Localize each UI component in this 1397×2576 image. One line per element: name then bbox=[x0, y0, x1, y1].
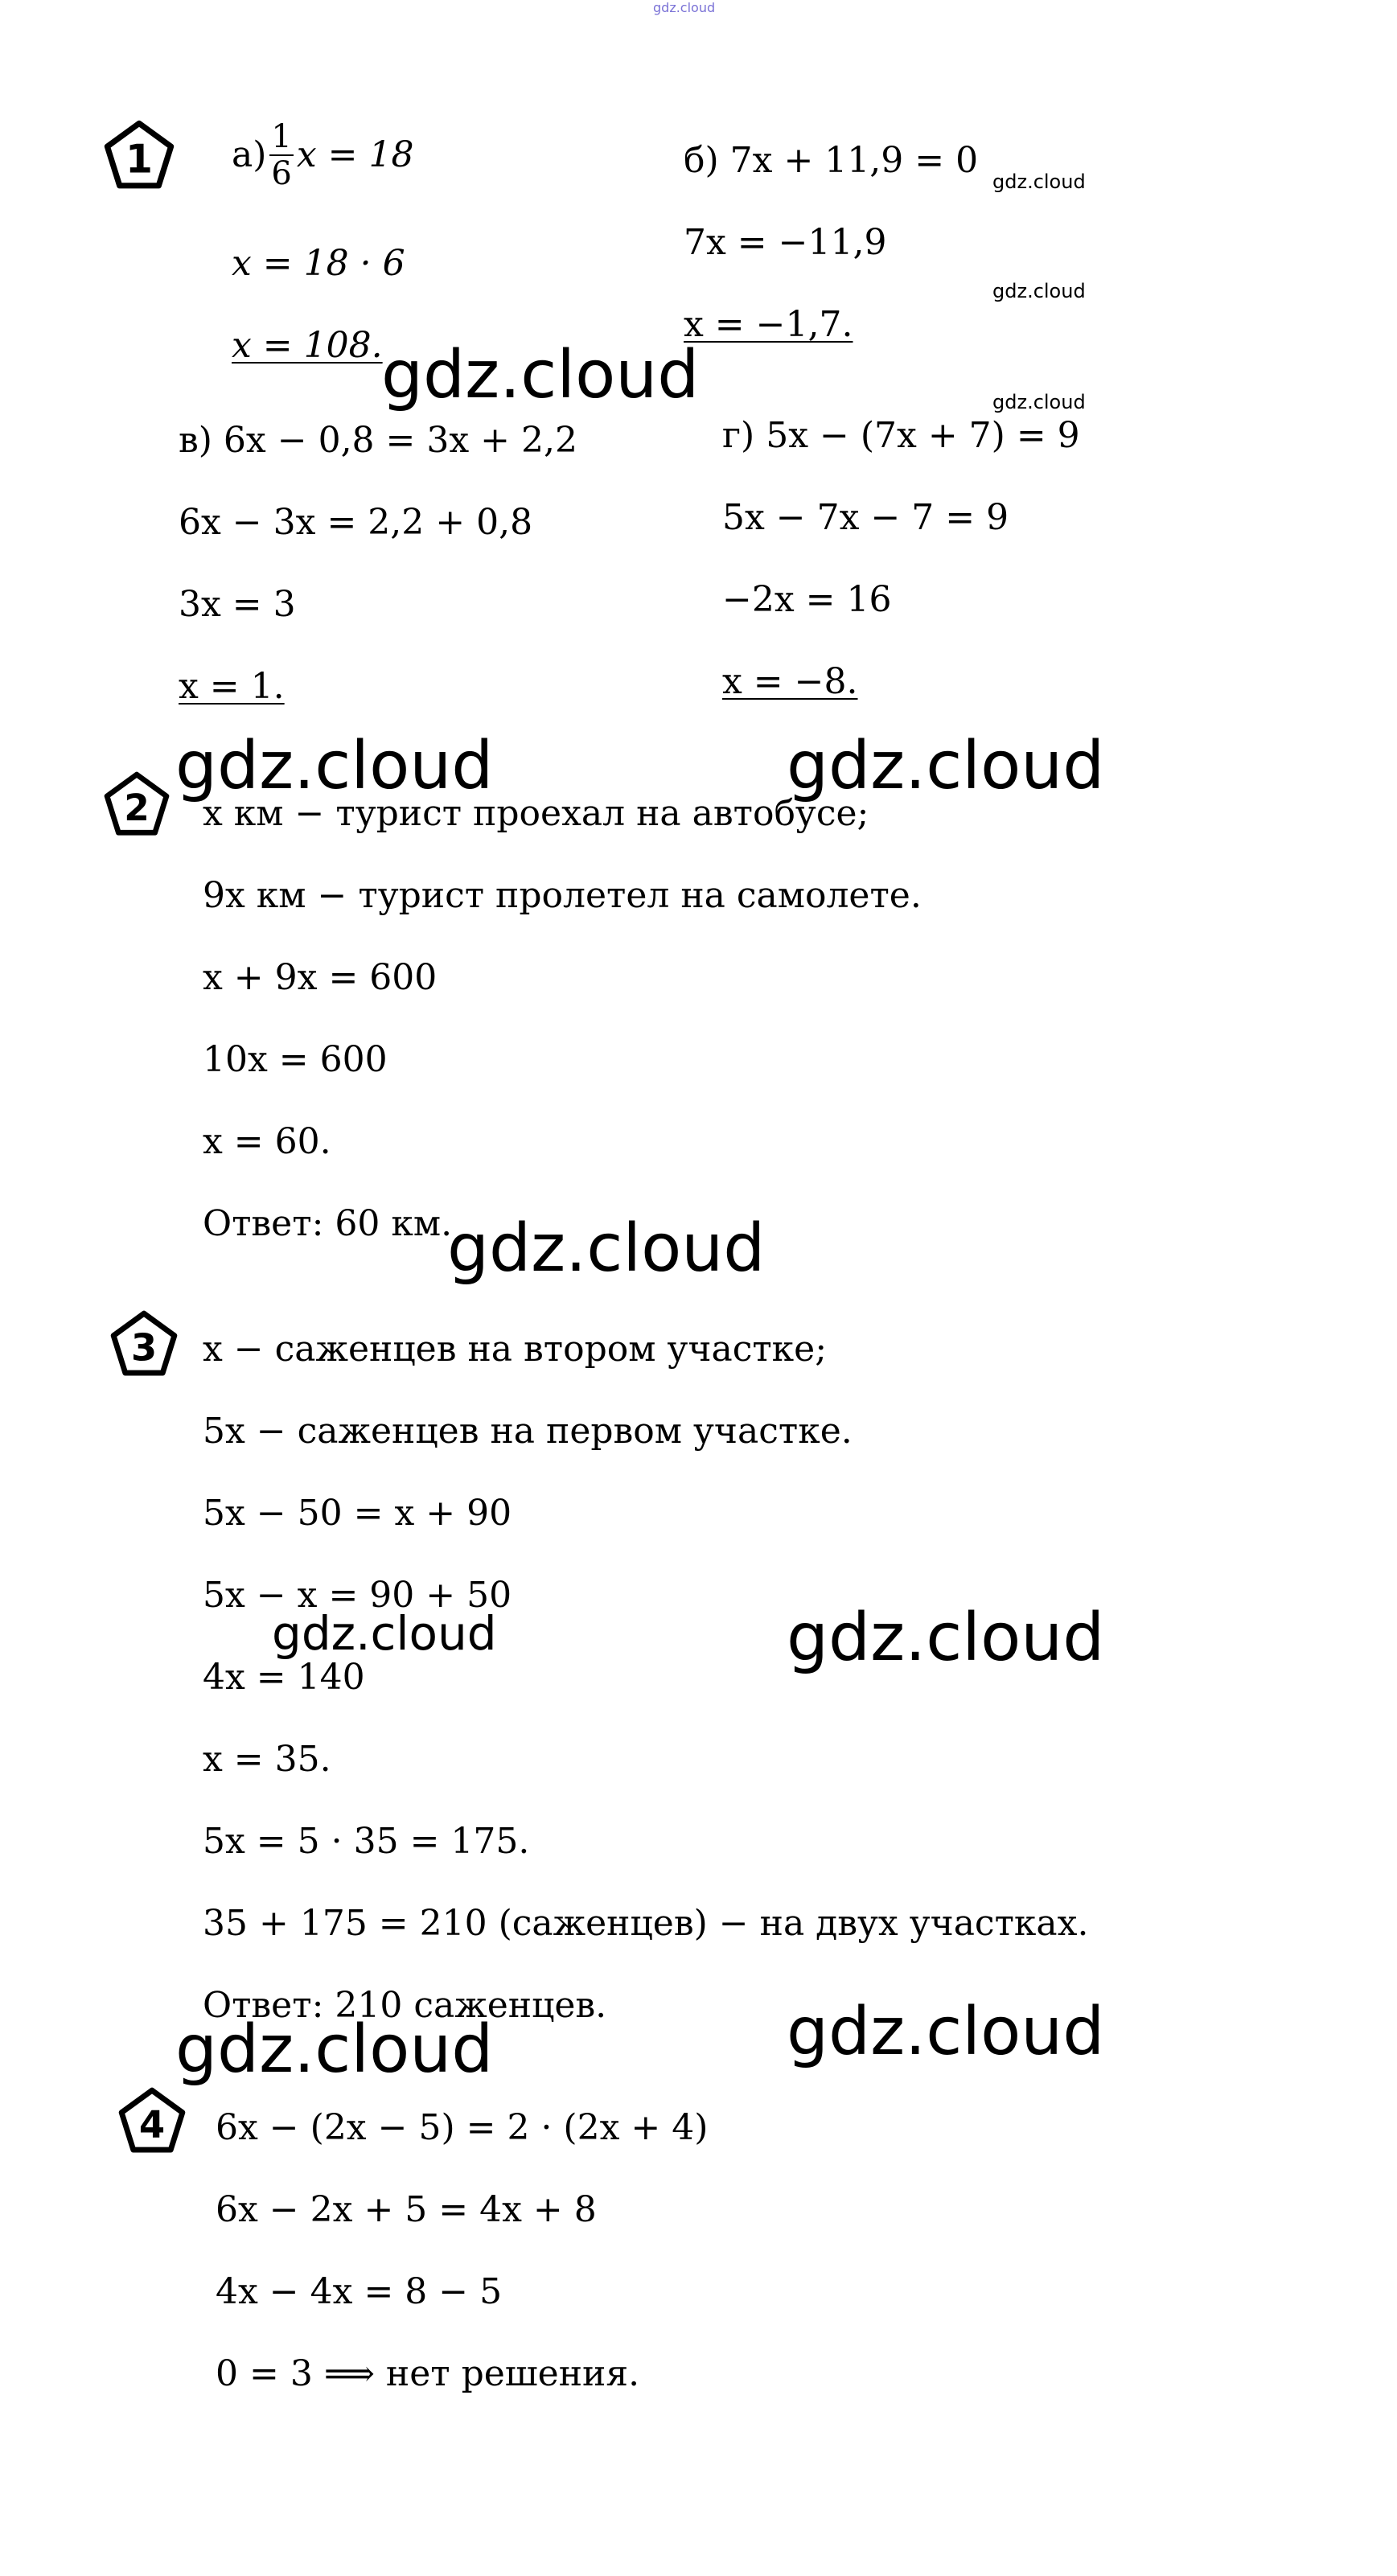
task-4-number: 4 bbox=[138, 2102, 166, 2147]
watermark-2: gdz.cloud bbox=[175, 728, 494, 804]
task-1g-line-3: −2x = 16 bbox=[722, 579, 892, 620]
task-3-line-5: 4x = 140 bbox=[203, 1657, 365, 1698]
watermark-top: gdz.cloud bbox=[653, 0, 716, 15]
watermark-small-3: gdz.cloud bbox=[992, 391, 1086, 413]
task-1v-line-3: 3x = 3 bbox=[179, 584, 296, 625]
task-4-badge bbox=[117, 2086, 187, 2155]
task-3-line-7: 5x = 5 · 35 = 175. bbox=[203, 1821, 530, 1862]
fraction bbox=[269, 119, 293, 191]
task-3-line-4: 5x − x = 90 + 50 bbox=[203, 1575, 512, 1616]
task-1a-answer: x = 108. bbox=[232, 325, 383, 366]
task-1v-line-2: 6x − 3x = 2,2 + 0,8 bbox=[179, 502, 533, 543]
task-3-answer: Ответ: 210 саженцев. bbox=[203, 1985, 607, 2026]
task-1v-answer: x = 1. bbox=[179, 666, 285, 707]
task-1-number: 1 bbox=[125, 137, 153, 183]
fraction-denominator: 6 bbox=[271, 155, 292, 192]
task-1v-line-1: в) 6x − 0,8 = 3x + 2,2 bbox=[179, 420, 578, 461]
task-4-line-4: 0 = 3 ⟹ нет решения. bbox=[216, 2353, 640, 2394]
fraction-numerator: 1 bbox=[271, 118, 292, 155]
task-2-line-3: x + 9x = 600 bbox=[203, 957, 438, 998]
task-2-answer: Ответ: 60 км. bbox=[203, 1203, 453, 1244]
task-2-line-5: x = 60. bbox=[203, 1121, 331, 1162]
task-2-badge bbox=[103, 770, 171, 838]
task-3-line-3: 5x − 50 = x + 90 bbox=[203, 1493, 512, 1534]
watermark-small-1: gdz.cloud bbox=[992, 171, 1086, 193]
pentagon-icon bbox=[109, 1309, 179, 1378]
watermark-small-2: gdz.cloud bbox=[992, 280, 1086, 302]
task-4-line-1: 6x − (2x − 5) = 2 · (2x + 4) bbox=[216, 2107, 709, 2148]
task-1a-line-2: x = 18 · 6 bbox=[232, 243, 405, 284]
watermark-7: gdz.cloud bbox=[787, 1994, 1105, 2070]
task-2-line-2: 9x км − турист пролетел на самолете. bbox=[203, 875, 922, 916]
task-3-line-6: x = 35. bbox=[203, 1739, 331, 1780]
task-1g-answer: x = −8. bbox=[722, 661, 858, 702]
task-3-line-1: x − саженцев на втором участке; bbox=[203, 1329, 828, 1370]
task-3-number: 3 bbox=[130, 1325, 158, 1370]
pentagon-icon bbox=[103, 119, 175, 191]
watermark-3: gdz.cloud bbox=[787, 728, 1105, 804]
task-4-line-2: 6x − 2x + 5 = 4x + 8 bbox=[216, 2189, 597, 2230]
task-1a-prefix: а) bbox=[232, 134, 267, 175]
task-1-badge bbox=[103, 119, 175, 191]
watermark-4: gdz.cloud bbox=[447, 1210, 766, 1287]
watermark-6: gdz.cloud bbox=[787, 1600, 1105, 1676]
pentagon-icon bbox=[103, 770, 171, 838]
task-2-line-1: x км − турист проехал на автобусе; bbox=[203, 793, 869, 834]
task-1g-line-2: 5x − 7x − 7 = 9 bbox=[722, 497, 1009, 538]
task-3-line-8: 35 + 175 = 210 (саженцев) − на двух участках. bbox=[203, 1903, 1089, 1944]
pentagon-icon bbox=[117, 2086, 187, 2155]
watermark-1: gdz.cloud bbox=[381, 337, 700, 413]
task-1a-line-1 bbox=[232, 119, 414, 191]
task-1b-answer: x = −1,7. bbox=[684, 304, 853, 345]
task-1b-line-1: б) 7x + 11,9 = 0 bbox=[684, 140, 979, 181]
task-3-line-2: 5x − саженцев на первом участке. bbox=[203, 1411, 853, 1452]
watermark-8: gdz.cloud bbox=[175, 2011, 494, 2088]
task-1g-line-1: г) 5x − (7x + 7) = 9 bbox=[722, 415, 1080, 456]
task-3-badge bbox=[109, 1309, 179, 1378]
task-1b-line-2: 7x = −11,9 bbox=[684, 222, 887, 263]
task-1a-equation: x = 18 bbox=[296, 134, 414, 175]
watermark-5: gdz.cloud bbox=[272, 1606, 497, 1661]
task-2-line-4: 10x = 600 bbox=[203, 1039, 388, 1080]
task-4-line-3: 4x − 4x = 8 − 5 bbox=[216, 2271, 503, 2312]
task-2-number: 2 bbox=[124, 787, 150, 830]
